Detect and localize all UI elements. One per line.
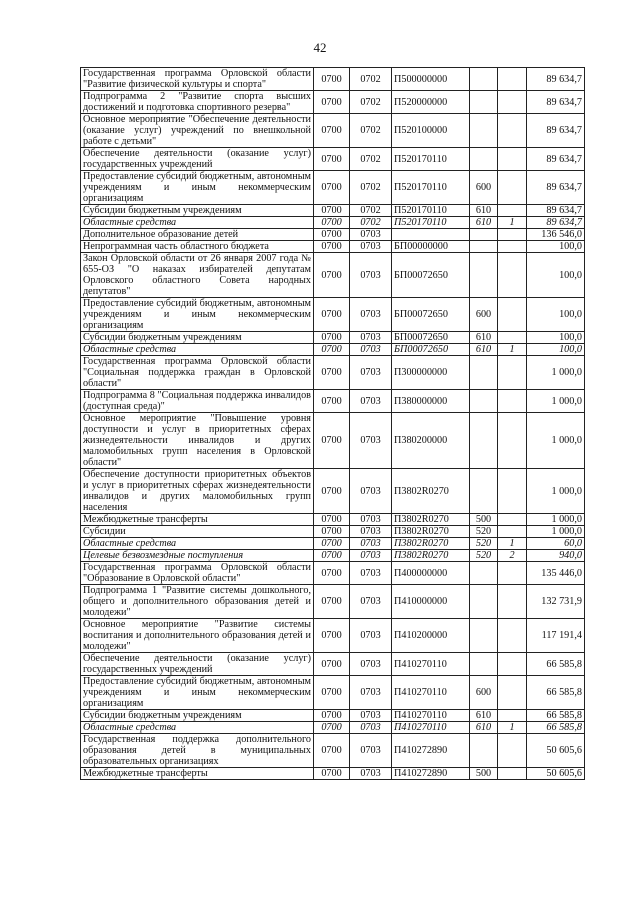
row-amount: 100,0: [527, 332, 585, 344]
row-expense-type: [470, 469, 498, 514]
row-expense-type: 610: [470, 217, 498, 229]
row-amount: 89 634,7: [527, 217, 585, 229]
row-section-code: 0700: [314, 390, 350, 413]
row-funding-source: [498, 469, 527, 514]
row-target-article: БП00072650: [392, 253, 470, 298]
table-row: [81, 91, 585, 114]
table-row: [81, 68, 585, 91]
table-row: [81, 722, 585, 734]
row-section-code: 0700: [314, 722, 350, 734]
row-amount: 100,0: [527, 344, 585, 356]
table-row: [81, 710, 585, 722]
table-row: [81, 298, 585, 332]
row-expense-type: 610: [470, 722, 498, 734]
row-subsection-code: 0703: [350, 653, 392, 676]
table-row: [81, 550, 585, 562]
row-funding-source: 2: [498, 550, 527, 562]
row-name: Основное мероприятие "Развитие системы воспитания и дополнительного образования детей и молодежи": [81, 619, 314, 653]
row-section-code: 0700: [314, 229, 350, 241]
row-expense-type: 520: [470, 538, 498, 550]
row-amount: 50 605,6: [527, 768, 585, 780]
row-funding-source: [498, 241, 527, 253]
row-subsection-code: 0703: [350, 241, 392, 253]
row-target-article: П380200000: [392, 413, 470, 469]
row-funding-source: [498, 653, 527, 676]
row-funding-source: [498, 229, 527, 241]
row-amount: 66 585,8: [527, 722, 585, 734]
row-funding-source: [498, 91, 527, 114]
row-funding-source: 1: [498, 538, 527, 550]
row-name: Субсидии бюджетным учреждениям: [81, 332, 314, 344]
row-amount: 1 000,0: [527, 413, 585, 469]
row-section-code: 0700: [314, 768, 350, 780]
row-subsection-code: 0703: [350, 229, 392, 241]
row-subsection-code: 0703: [350, 413, 392, 469]
page-number: 42: [313, 40, 327, 55]
row-amount: 117 191,4: [527, 619, 585, 653]
row-name: Государственная программа Орловской области "Развитие физической культуры и спорта": [81, 68, 314, 91]
row-amount: 100,0: [527, 253, 585, 298]
row-name: Подпрограмма 1 "Развитие системы дошкольного, общего и дополнительного образования детей и молодежи": [81, 585, 314, 619]
row-name: Предоставление субсидий бюджетным, автономным учреждениям и иным некоммерческим организациям: [81, 298, 314, 332]
row-subsection-code: 0703: [350, 619, 392, 653]
table-row: [81, 148, 585, 171]
row-target-article: П520170110: [392, 148, 470, 171]
row-section-code: 0700: [314, 241, 350, 253]
row-expense-type: [470, 91, 498, 114]
table-row: [81, 734, 585, 768]
row-target-article: П300000000: [392, 356, 470, 390]
row-subsection-code: 0703: [350, 734, 392, 768]
row-expense-type: 520: [470, 550, 498, 562]
row-expense-type: [470, 653, 498, 676]
row-expense-type: [470, 562, 498, 585]
budget-table: [80, 67, 585, 780]
row-amount: 1 000,0: [527, 390, 585, 413]
row-amount: 1 000,0: [527, 514, 585, 526]
row-subsection-code: 0702: [350, 205, 392, 217]
row-target-article: П520170110: [392, 217, 470, 229]
row-section-code: 0700: [314, 653, 350, 676]
row-subsection-code: 0703: [350, 722, 392, 734]
row-name: Государственная поддержка дополнительного образования детей в муниципальных образовательных организациях: [81, 734, 314, 768]
table-row: [81, 241, 585, 253]
row-section-code: 0700: [314, 734, 350, 768]
row-expense-type: 610: [470, 332, 498, 344]
row-section-code: 0700: [314, 148, 350, 171]
row-expense-type: [470, 619, 498, 653]
row-section-code: 0700: [314, 585, 350, 619]
row-amount: 89 634,7: [527, 205, 585, 217]
table-row: [81, 356, 585, 390]
row-target-article: П410272890: [392, 734, 470, 768]
row-target-article: БП00072650: [392, 298, 470, 332]
row-target-article: П520100000: [392, 114, 470, 148]
row-expense-type: [470, 585, 498, 619]
row-amount: 136 546,0: [527, 229, 585, 241]
row-amount: 89 634,7: [527, 68, 585, 91]
row-funding-source: [498, 171, 527, 205]
row-section-code: 0700: [314, 469, 350, 514]
row-subsection-code: 0703: [350, 538, 392, 550]
row-section-code: 0700: [314, 550, 350, 562]
row-subsection-code: 0703: [350, 710, 392, 722]
row-name: Предоставление субсидий бюджетным, автономным учреждениям и иным некоммерческим организациям: [81, 171, 314, 205]
table-row: [81, 217, 585, 229]
row-expense-type: [470, 241, 498, 253]
row-subsection-code: 0702: [350, 148, 392, 171]
row-section-code: 0700: [314, 91, 350, 114]
row-section-code: 0700: [314, 514, 350, 526]
table-row: [81, 585, 585, 619]
row-amount: 89 634,7: [527, 148, 585, 171]
row-target-article: П410270110: [392, 676, 470, 710]
table-row: [81, 653, 585, 676]
row-funding-source: [498, 390, 527, 413]
table-row: [81, 619, 585, 653]
row-funding-source: [498, 514, 527, 526]
row-section-code: 0700: [314, 526, 350, 538]
row-expense-type: [470, 253, 498, 298]
budget-table-body: [81, 68, 585, 780]
row-amount: 66 585,8: [527, 653, 585, 676]
row-amount: 135 446,0: [527, 562, 585, 585]
row-section-code: 0700: [314, 619, 350, 653]
row-target-article: П410272890: [392, 768, 470, 780]
row-subsection-code: 0703: [350, 526, 392, 538]
row-amount: 66 585,8: [527, 710, 585, 722]
row-name: Субсидии: [81, 526, 314, 538]
row-section-code: 0700: [314, 253, 350, 298]
row-name: Государственная программа Орловской области "Образование в Орловской области": [81, 562, 314, 585]
row-amount: 89 634,7: [527, 91, 585, 114]
row-subsection-code: 0703: [350, 253, 392, 298]
row-section-code: 0700: [314, 413, 350, 469]
row-name: Подпрограмма 2 "Развитие спорта высших достижений и подготовка спортивного резерва": [81, 91, 314, 114]
row-amount: 66 585,8: [527, 676, 585, 710]
row-name: Межбюджетные трансферты: [81, 768, 314, 780]
row-expense-type: 610: [470, 710, 498, 722]
row-section-code: 0700: [314, 344, 350, 356]
row-expense-type: [470, 413, 498, 469]
row-amount: 1 000,0: [527, 526, 585, 538]
row-expense-type: 600: [470, 171, 498, 205]
row-target-article: П3802R0270: [392, 526, 470, 538]
row-funding-source: [498, 676, 527, 710]
row-name: Государственная программа Орловской области "Социальная поддержка граждан в Орловской области": [81, 356, 314, 390]
table-row: [81, 538, 585, 550]
row-subsection-code: 0703: [350, 356, 392, 390]
row-name: Субсидии бюджетным учреждениям: [81, 205, 314, 217]
table-row: [81, 332, 585, 344]
row-name: Областные средства: [81, 217, 314, 229]
row-funding-source: [498, 68, 527, 91]
row-funding-source: [498, 114, 527, 148]
row-expense-type: [470, 229, 498, 241]
row-target-article: П410270110: [392, 722, 470, 734]
row-name: Областные средства: [81, 344, 314, 356]
row-section-code: 0700: [314, 676, 350, 710]
row-subsection-code: 0702: [350, 68, 392, 91]
row-name: Целевые безвозмездные поступления: [81, 550, 314, 562]
row-funding-source: [498, 526, 527, 538]
row-section-code: 0700: [314, 171, 350, 205]
row-name: Основное мероприятие "Обеспечение деятельности (оказание услуг) учреждений по внешкольной работе с детьми": [81, 114, 314, 148]
row-section-code: 0700: [314, 356, 350, 390]
row-name: Дополнительное образование детей: [81, 229, 314, 241]
row-name: Обеспечение деятельности (оказание услуг) государственных учреждений: [81, 148, 314, 171]
row-subsection-code: 0703: [350, 390, 392, 413]
row-amount: 132 731,9: [527, 585, 585, 619]
row-name: Обеспечение деятельности (оказание услуг) государственных учреждений: [81, 653, 314, 676]
row-subsection-code: 0703: [350, 676, 392, 710]
row-target-article: П3802R0270: [392, 469, 470, 514]
row-subsection-code: 0703: [350, 469, 392, 514]
row-section-code: 0700: [314, 332, 350, 344]
table-row: [81, 562, 585, 585]
row-section-code: 0700: [314, 298, 350, 332]
table-row: [81, 205, 585, 217]
row-expense-type: [470, 68, 498, 91]
row-target-article: БП00072650: [392, 332, 470, 344]
table-row: [81, 526, 585, 538]
row-amount: 100,0: [527, 298, 585, 332]
row-funding-source: [498, 205, 527, 217]
row-target-article: П410000000: [392, 585, 470, 619]
table-row: [81, 676, 585, 710]
row-name: Областные средства: [81, 538, 314, 550]
row-subsection-code: 0702: [350, 114, 392, 148]
row-funding-source: [498, 332, 527, 344]
row-funding-source: 1: [498, 344, 527, 356]
row-funding-source: [498, 734, 527, 768]
row-amount: 940,0: [527, 550, 585, 562]
table-row: [81, 469, 585, 514]
row-amount: 100,0: [527, 241, 585, 253]
row-target-article: БП00072650: [392, 344, 470, 356]
row-name: Областные средства: [81, 722, 314, 734]
table-row: [81, 514, 585, 526]
row-expense-type: 500: [470, 768, 498, 780]
row-funding-source: [498, 562, 527, 585]
row-subsection-code: 0702: [350, 217, 392, 229]
row-amount: 50 605,6: [527, 734, 585, 768]
row-target-article: П410270110: [392, 710, 470, 722]
row-name: Межбюджетные трансферты: [81, 514, 314, 526]
row-name: Подпрограмма 8 "Социальная поддержка инвалидов (доступная среда)": [81, 390, 314, 413]
row-funding-source: [498, 585, 527, 619]
row-funding-source: [498, 298, 527, 332]
row-name: Закон Орловской области от 26 января 2007 года № 655-ОЗ "О наказах избирателей депутатам Орловского областного Совета народных депутатов": [81, 253, 314, 298]
row-funding-source: 1: [498, 722, 527, 734]
row-section-code: 0700: [314, 114, 350, 148]
row-target-article: П410270110: [392, 653, 470, 676]
row-funding-source: [498, 356, 527, 390]
row-funding-source: 1: [498, 217, 527, 229]
row-amount: 1 000,0: [527, 469, 585, 514]
row-expense-type: 610: [470, 205, 498, 217]
row-target-article: П410200000: [392, 619, 470, 653]
table-row: [81, 114, 585, 148]
row-target-article: П520170110: [392, 171, 470, 205]
row-section-code: 0700: [314, 710, 350, 722]
table-row: [81, 390, 585, 413]
row-subsection-code: 0703: [350, 344, 392, 356]
row-funding-source: [498, 148, 527, 171]
row-name: Предоставление субсидий бюджетным, автономным учреждениям и иным некоммерческим организациям: [81, 676, 314, 710]
row-target-article: П3802R0270: [392, 538, 470, 550]
row-amount: 89 634,7: [527, 114, 585, 148]
row-name: Непрограммная часть областного бюджета: [81, 241, 314, 253]
row-amount: 89 634,7: [527, 171, 585, 205]
row-subsection-code: 0703: [350, 298, 392, 332]
row-target-article: П520170110: [392, 205, 470, 217]
row-subsection-code: 0702: [350, 91, 392, 114]
row-section-code: 0700: [314, 68, 350, 91]
row-subsection-code: 0703: [350, 332, 392, 344]
row-amount: 1 000,0: [527, 356, 585, 390]
table-row: [81, 413, 585, 469]
row-target-article: П3802R0270: [392, 514, 470, 526]
row-expense-type: [470, 734, 498, 768]
table-row: [81, 171, 585, 205]
row-subsection-code: 0703: [350, 514, 392, 526]
row-expense-type: 600: [470, 298, 498, 332]
table-row: [81, 344, 585, 356]
row-subsection-code: 0703: [350, 550, 392, 562]
row-funding-source: [498, 253, 527, 298]
row-expense-type: [470, 148, 498, 171]
row-target-article: П500000000: [392, 68, 470, 91]
row-section-code: 0700: [314, 562, 350, 585]
row-funding-source: [498, 619, 527, 653]
row-target-article: П380000000: [392, 390, 470, 413]
row-target-article: [392, 229, 470, 241]
row-expense-type: 500: [470, 514, 498, 526]
row-expense-type: [470, 356, 498, 390]
row-subsection-code: 0703: [350, 585, 392, 619]
row-expense-type: 600: [470, 676, 498, 710]
row-expense-type: [470, 390, 498, 413]
row-expense-type: [470, 114, 498, 148]
row-target-article: П400000000: [392, 562, 470, 585]
row-funding-source: [498, 413, 527, 469]
row-target-article: БП00000000: [392, 241, 470, 253]
row-section-code: 0700: [314, 538, 350, 550]
row-subsection-code: 0703: [350, 768, 392, 780]
row-name: Обеспечение доступности приоритетных объектов и услуг в приоритетных сферах жизнедеятельности инвалидов и других маломобильных групп населения: [81, 469, 314, 514]
row-section-code: 0700: [314, 205, 350, 217]
row-name: Субсидии бюджетным учреждениям: [81, 710, 314, 722]
table-row: [81, 229, 585, 241]
row-target-article: П520000000: [392, 91, 470, 114]
table-row: [81, 768, 585, 780]
row-target-article: П3802R0270: [392, 550, 470, 562]
row-name: Основное мероприятие "Повышение уровня доступности и услуг в приоритетных сферах жизнедеятельности инвалидов и других маломобильных групп населения в Орловской области": [81, 413, 314, 469]
row-funding-source: [498, 768, 527, 780]
row-subsection-code: 0702: [350, 171, 392, 205]
row-expense-type: 520: [470, 526, 498, 538]
row-subsection-code: 0703: [350, 562, 392, 585]
table-row: [81, 253, 585, 298]
row-expense-type: 610: [470, 344, 498, 356]
row-amount: 60,0: [527, 538, 585, 550]
row-section-code: 0700: [314, 217, 350, 229]
row-funding-source: [498, 710, 527, 722]
